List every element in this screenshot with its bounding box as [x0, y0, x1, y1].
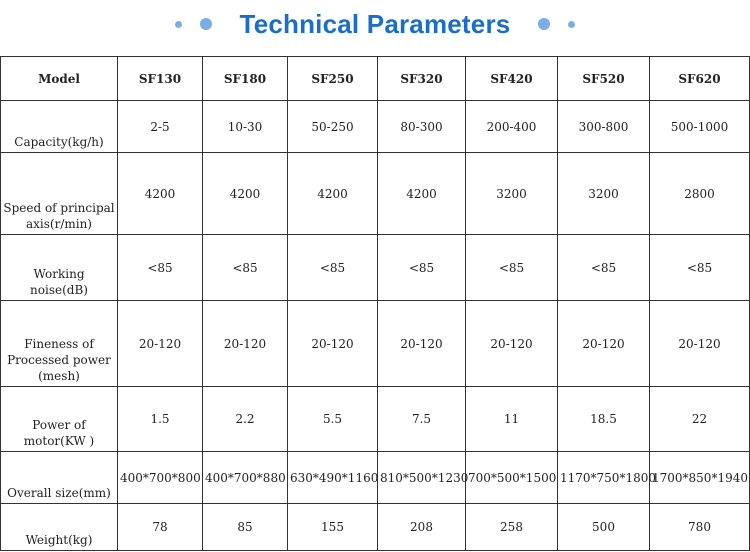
table-cell: 7.5 — [378, 387, 466, 452]
decor-dots-right — [538, 18, 575, 30]
table-header-row — [1, 57, 750, 101]
table-cell: 500 — [558, 504, 650, 551]
row-label: Overall size(mm) — [1, 452, 118, 504]
dot-icon — [538, 18, 550, 30]
parameters-table — [0, 56, 750, 551]
table-cell: 22 — [650, 387, 750, 452]
table-cell: 20-120 — [466, 301, 558, 387]
table-cell: 810*500*1230 — [378, 452, 466, 504]
table-cell: 700*500*1500 — [466, 452, 558, 504]
table-cell: 3200 — [466, 153, 558, 235]
table-cell: 2-5 — [118, 101, 203, 153]
table-cell: 1700*850*1940 — [650, 452, 750, 504]
table-row — [1, 452, 750, 504]
table-cell: 85 — [203, 504, 288, 551]
table-cell: 258 — [466, 504, 558, 551]
table-cell: 780 — [650, 504, 750, 551]
table-cell: <85 — [466, 235, 558, 301]
table-cell: 400*700*800 — [118, 452, 203, 504]
table-cell: 155 — [288, 504, 378, 551]
table-row — [1, 153, 750, 235]
row-label: Working noise(dB) — [1, 235, 118, 301]
table-cell: 500-1000 — [650, 101, 750, 153]
row-label: Weight(kg) — [1, 504, 118, 551]
table-cell: 80-300 — [378, 101, 466, 153]
column-header: SF320 — [378, 57, 466, 101]
table-cell: 400*700*880 — [203, 452, 288, 504]
row-label: Power of motor(KW ) — [1, 387, 118, 452]
table-row — [1, 301, 750, 387]
table-cell: 20-120 — [378, 301, 466, 387]
table-cell: 10-30 — [203, 101, 288, 153]
table-cell: 630*490*1160 — [288, 452, 378, 504]
dot-icon — [175, 21, 182, 28]
table-row — [1, 504, 750, 551]
decor-dots-left — [175, 18, 212, 30]
table-cell: 50-250 — [288, 101, 378, 153]
table-cell: 5.5 — [288, 387, 378, 452]
dot-icon — [568, 21, 575, 28]
table-cell: 2800 — [650, 153, 750, 235]
row-label: Speed of principal axis(r/min) — [1, 153, 118, 235]
row-label: Capacity(kg/h) — [1, 101, 118, 153]
table-cell: 20-120 — [650, 301, 750, 387]
table-cell: <85 — [288, 235, 378, 301]
table-cell: <85 — [378, 235, 466, 301]
table-cell: 4200 — [118, 153, 203, 235]
table-cell: 18.5 — [558, 387, 650, 452]
table-cell: 208 — [378, 504, 466, 551]
table-cell: 78 — [118, 504, 203, 551]
column-header: SF420 — [466, 57, 558, 101]
table-cell: 4200 — [288, 153, 378, 235]
table-cell: <85 — [558, 235, 650, 301]
column-header: Model — [1, 57, 118, 101]
dot-icon — [200, 18, 212, 30]
table-cell: 20-120 — [118, 301, 203, 387]
table-row — [1, 235, 750, 301]
table-cell: 200-400 — [466, 101, 558, 153]
column-header: SF520 — [558, 57, 650, 101]
page-title: Technical Parameters — [239, 8, 511, 39]
table-cell: 300-800 — [558, 101, 650, 153]
column-header: SF250 — [288, 57, 378, 101]
table-cell: 4200 — [378, 153, 466, 235]
title-bar — [0, 0, 750, 48]
table-cell: <85 — [203, 235, 288, 301]
table-cell: 1.5 — [118, 387, 203, 452]
table-cell: 20-120 — [203, 301, 288, 387]
table-cell: <85 — [650, 235, 750, 301]
table-cell: 11 — [466, 387, 558, 452]
table-cell: 20-120 — [288, 301, 378, 387]
table-cell: <85 — [118, 235, 203, 301]
table-row — [1, 101, 750, 153]
table-row — [1, 387, 750, 452]
table-cell: 20-120 — [558, 301, 650, 387]
row-label: Fineness of Processed power (mesh) — [1, 301, 118, 387]
table-cell: 4200 — [203, 153, 288, 235]
table-cell: 2.2 — [203, 387, 288, 452]
column-header: SF130 — [118, 57, 203, 101]
table-cell: 3200 — [558, 153, 650, 235]
column-header: SF180 — [203, 57, 288, 101]
table-cell: 1170*750*1800 — [558, 452, 650, 504]
column-header: SF620 — [650, 57, 750, 101]
